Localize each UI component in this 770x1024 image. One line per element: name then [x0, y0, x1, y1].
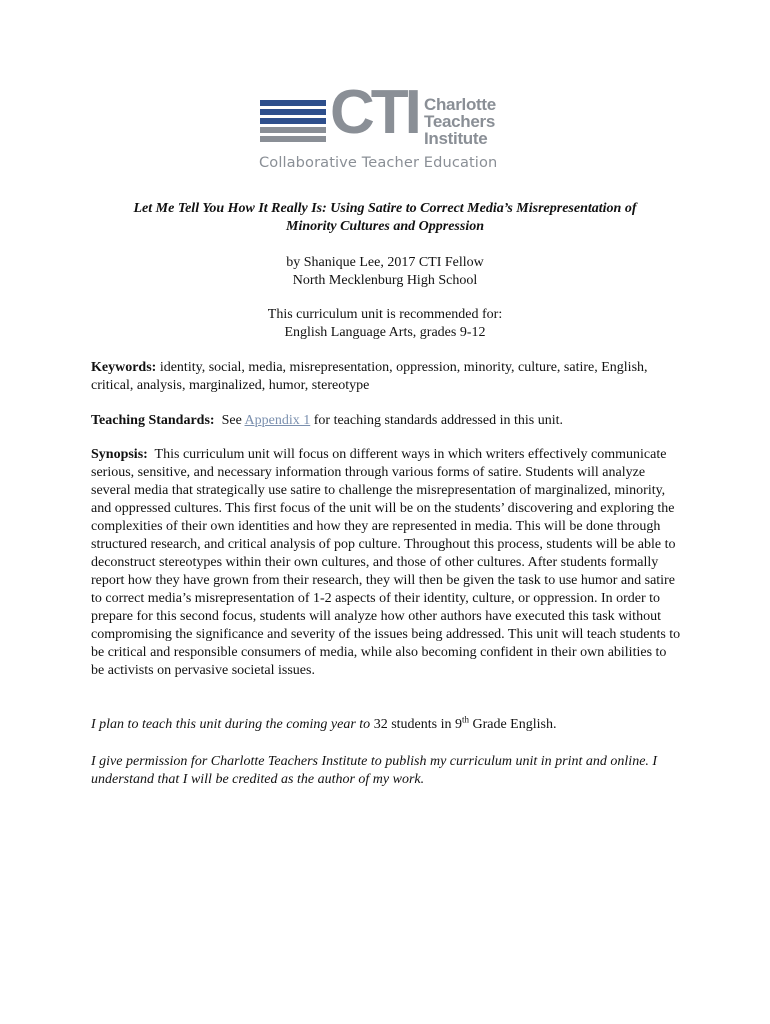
logo-stripes-icon	[260, 100, 326, 142]
title-line-1: Let Me Tell You How It Really Is: Using Satire to Correct Media’s Misrepresentation of	[133, 201, 637, 216]
plan-sup: th	[461, 714, 469, 725]
author-school: North Mecklenburg High School	[292, 273, 478, 288]
recommendation-line-2: English Language Arts, grades 9-12	[284, 325, 486, 340]
standards-after: for teaching standards addressed in this unit.	[310, 413, 563, 428]
logo-wordmark	[424, 96, 496, 147]
recommendation-line-1: This curriculum unit is recommended for:	[267, 307, 503, 322]
title-line-2: Minority Cultures and Oppression	[286, 219, 484, 234]
permission-paragraph: I give permission for Charlotte Teachers Institute to publish my curriculum unit in print and online. I understand that I will be credited as the author of my work.	[91, 754, 658, 787]
cti-logo	[258, 78, 510, 176]
author-byline: by Shanique Lee, 2017 CTI Fellow	[286, 255, 484, 270]
plan-rest: Grade English.	[468, 717, 557, 732]
document-title	[90, 200, 680, 236]
appendix-link[interactable]: Appendix 1	[244, 413, 311, 428]
logo-wordmark-line3: Institute	[424, 129, 488, 148]
keywords-paragraph	[91, 359, 681, 395]
plan-count: 32 students in 9	[370, 717, 462, 732]
synopsis-paragraph	[91, 446, 684, 680]
keywords-label: Keywords:	[91, 360, 157, 375]
standards-paragraph	[91, 412, 681, 430]
logo-wordmark-line1: Charlotte	[424, 95, 496, 114]
recommendation-block	[90, 306, 680, 342]
synopsis-label: Synopsis:	[91, 447, 148, 462]
logo-tagline: Collaborative Teacher Education	[259, 154, 498, 171]
keywords-text: identity, social, media, misrepresentation, oppression, minority, culture, satire, English, critical, analysis, marginalized, humor, stereotype	[91, 360, 648, 393]
author-block	[90, 254, 680, 290]
plan-paragraph	[91, 716, 681, 734]
logo-wordmark-line2: Teachers	[424, 112, 495, 131]
standards-label: Teaching Standards:	[91, 413, 215, 428]
standards-before: See	[214, 413, 245, 428]
logo-letters: CTI	[330, 78, 418, 147]
synopsis-text: This curriculum unit will focus on different ways in which writers effectively communicate serious, sensitive, and necessary information through various forms of satire. Students will analyze several media that strategically use satire to challenge the misrepresentation of marginalized, minority, and oppressed cultures. This first focus of the unit will be on the students’ discovering and exploring the complexities of their own identities and how they are represented in media. This will be done through structured research, and critical analysis of pop culture. Throughout this process, students will be able to deconstruct stereotypes within their own cultures, and those of other cultures. After students formally report how they have grown from their research, they will then be given the task to use humor and satire to correct media’s misrepresentation of 1-2 aspects of their identity, culture, or oppression. In order to prepare for this second focus, students will analyze how other authors have executed this task without compromising the significance and severity of the issues being addressed. This unit will teach students to be critical and responsible consumers of media, while also becoming confident in their own abilities to be activists on pervasive societal issues.	[91, 447, 684, 678]
plan-italic: I plan to teach this unit during the coming year to	[91, 717, 371, 732]
